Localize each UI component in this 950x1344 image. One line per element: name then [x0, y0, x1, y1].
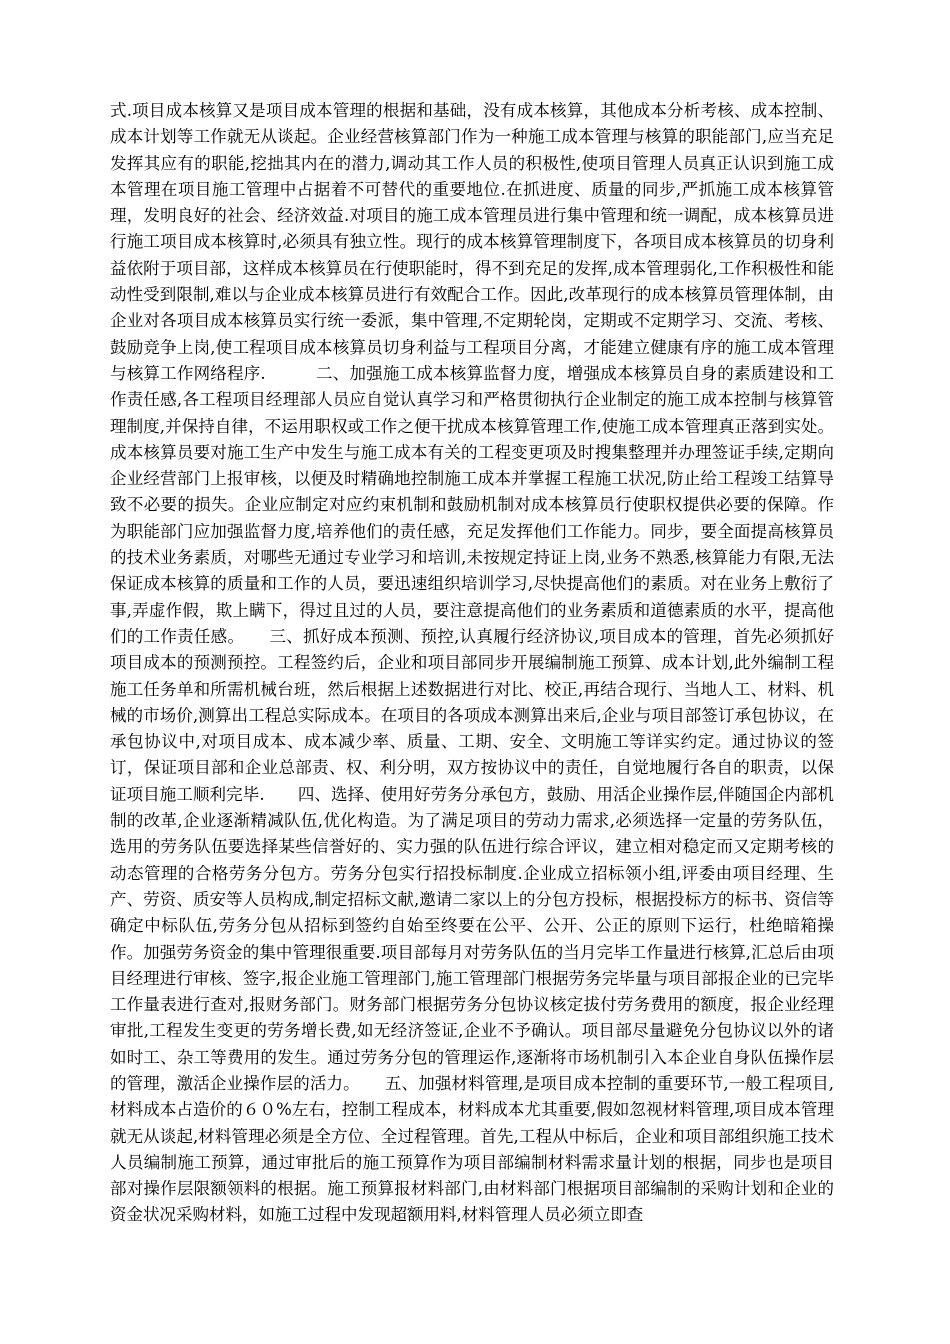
body-paragraph: 式.项目成本核算又是项目成本管理的根据和基础，没有成本核算，其他成本分析考核、成本控制、成本计划等工作就无从谈起。企业经营核算部门作为一种施工成本管理与核算的职能部门,应当充足发挥其应有的职能,挖拙其内在的潜力,调动其工作人员的积极性,使项目管理人员真正认识到施工成本管理在项目施工管理中占据着不可替代的重要地位.在抓进度、质量的同步,严抓施工成本核算管理，发明良好的社会、经济效益.对项目的施工成本管理员进行集中管理和统一调配，成本核算员进行施工项目成本核算时,必须具有独立性。现行的成本核算管理制度下，各项目成本核算员的切身利益依附于项目部，这样成本核算员在行使职能时，得不到充足的发挥,成本管理弱化,工作积极性和能动性受到限制,难以与企业成本核算员进行有效配合工作。因此,改革现行的成本核算员管理体制，由企业对各项目成本核算员实行统一委派，集中管理,不定期轮岗，定期或不定期学习、交流、考核、鼓励竞争上岗,使工程项目成本核算员切身利益与工程项目分离，才能建立健康有序的施工成本管理与核算工作网络程序. 二、加强施工成本核算监督力度，增强成本核算员自身的素质建设和工作责任感,各工程项目经理部人员应自觉认真学习和严格贯彻执行企业制定的施工成本控制与核算管理制度,并保持自律，不运用职权或工作之便干扰成本核算管理工作,使施工成本管理真正落到实处。成本核算员要对施工生产中发生与施工成本有关的工程变更项及时搜集整理并办理签证手续,定期向企业经营部门上报审核，以便及时精确地控制施工成本并掌握工程施工状况,防止给工程竣工结算导致不必要的损失。企业应制定对应约束机制和鼓励机制对成本核算员行使职权提供必要的保障。作为职能部门应加强监督力度,培养他们的责任感，充足发挥他们工作能力。同步，要全面提高核算员的技术业务素质，对哪些无通过专业学习和培训,未按规定持证上岗,业务不熟悉,核算能力有限,无法保证成本核算的质量和工作的人员，要迅速组织培训学习,尽快提高他们的素质。对在业务上敷衍了事,弄虚作假，欺上瞒下，得过且过的人员，要注意提高他们的业务素质和道德素质的水平，提高他们的工作责任感。 三、抓好成本预测、预控,认真履行经济协议,项目成本的管理，首先必须抓好项目成本的预测预控。工程签约后，企业和项目部同步开展编制施工预算、成本计划,此外编制工程施工任务单和所需机械台班，然后根据上述数据进行对比、校正,再结合现行、当地人工、材料、机械的市场价,测算出工程总实际成本。在项目的各项成本测算出来后,企业与项目部签订承包协议，在承包协议中,对项目成本、成本减少率、质量、工期、安全、文明施工等详实约定。通过协议的签订，保证项目部和企业总部责、权、利分明，双方按协议中的责任，自觉地履行各自的职责，以保证项目施工顺利完毕. 四、选择、使用好劳务分承包方，鼓励、用活企业操作层,伴随国企内部机制的改革,企业逐渐精减队伍,优化构造。为了满足项目的劳动力需求,必须选择一定量的劳务队伍，选用的劳务队伍要选择某些信誉好的、实力强的队伍进行综合评议，建立相对稳定而又定期考核的动态管理的合格劳务分包方。劳务分包实行招投标制度.企业成立招标领小组,评委由项目经理、生产、劳资、质安等人员构成,制定招标文献,邀请二家以上的分包方投标，根据投标方的标书、资信等确定中标队伍,劳务分包从招标到签约自始至终要在公平、公开、公正的原则下运行，杜绝暗箱操作。加强劳务资金的集中管理很重要.项目部每月对劳务队伍的当月完毕工作量进行核算,汇总后由项目经理进行审核、签字,报企业施工管理部门,施工管理部门根据劳务完毕量与项目部报企业的已完毕工作量表进行查对,报财务部门。财务部门根据劳务分包协议核定拔付劳务费用的额度，报企业经理审批,工程发生变更的劳务增长费,如无经济签证,企业不予确认。项目部尽量避免分包协议以外的诸如时工、杂工等费用的发生。通过劳务分包的管理运作,逐渐将市场机制引入本企业自身队伍操作层的管理，激活企业操作层的活力。 五、加强材料管理,是项目成本控制的重要环节,一般工程项目,材料成本占造价的６０%左右，控制工程成本，材料成本尤其重要,假如忽视材料管理,项目成本管理就无从谈起,材料管理必须是全方位、全过程管理。首先,工程从中标后，企业和项目部组织施工技术人员编制施工预算，通过审批后的施工预算作为项目部编制材料需求量计划的根据，同步也是项目部对操作层限额领料的根据。施工预算报材料部门,由材料部门根据项目部编制的采购计划和企业的资金状况采购材料，如施工过程中发现超额用料,材料管理人员必须立即查	[110, 101, 834, 1225]
document-page	[110, 98, 834, 1229]
